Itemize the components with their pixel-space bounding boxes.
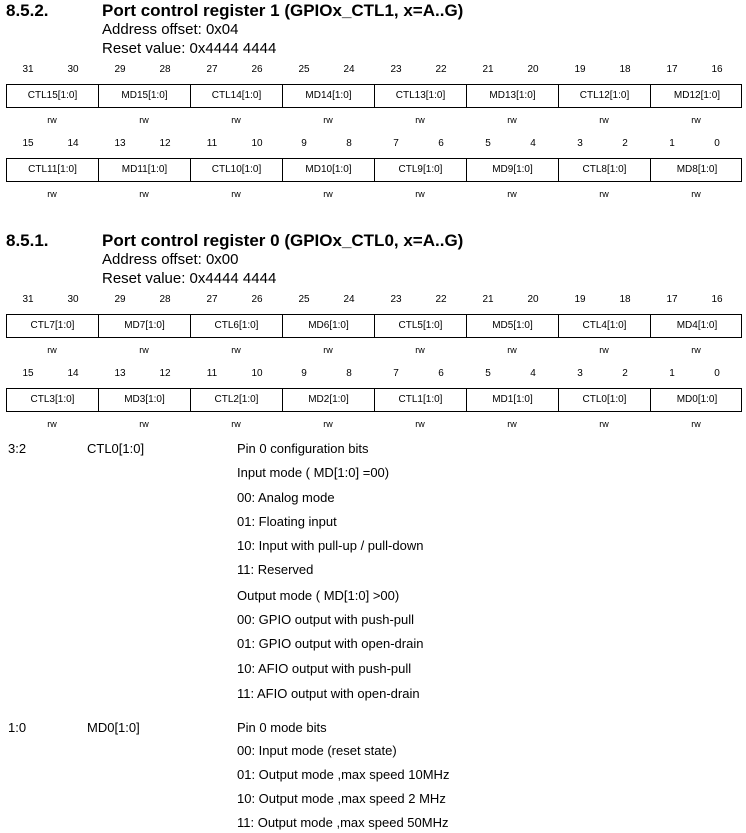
access-type: rw <box>691 345 701 355</box>
register-field: MD12[1:0] <box>673 90 721 101</box>
bit-number: 26 <box>251 294 263 305</box>
bit-number: 8 <box>346 368 352 379</box>
bit-number: 3 <box>577 368 583 379</box>
register-field-row <box>6 84 742 108</box>
access-type: rw <box>323 345 333 355</box>
field-description-line: Pin 0 mode bits <box>237 720 327 735</box>
access-type: rw <box>323 115 333 125</box>
register-field: CTL1[1:0] <box>375 389 467 411</box>
bit-number: 28 <box>159 294 171 305</box>
bit-number: 14 <box>67 368 79 379</box>
access-row <box>6 115 742 127</box>
bit-number: 31 <box>22 64 34 75</box>
field-description-line: 10: AFIO output with push-pull <box>237 661 412 676</box>
register-field: MD6[1:0] <box>283 315 375 337</box>
bit-number: 16 <box>711 294 723 305</box>
register-field: MD5[1:0] <box>467 315 559 337</box>
field-description-line: 11: Output mode ,max speed 50MHz <box>237 815 449 830</box>
access-type: rw <box>599 115 609 125</box>
access-row <box>6 345 742 357</box>
register-field-row <box>6 388 742 412</box>
access-type: rw <box>507 419 517 429</box>
bit-number: 14 <box>67 138 79 149</box>
bit-number: 1 <box>669 138 675 149</box>
access-type: rw <box>507 115 517 125</box>
access-type: rw <box>231 115 241 125</box>
bit-number: 23 <box>390 64 402 75</box>
bit-number: 29 <box>114 294 126 305</box>
access-type: rw <box>231 189 241 199</box>
bit-number: 13 <box>114 368 126 379</box>
bit-number: 11 <box>206 368 218 379</box>
access-type: rw <box>139 115 149 125</box>
register-field: MD1[1:0] <box>467 389 559 411</box>
access-type: rw <box>599 419 609 429</box>
access-type: rw <box>691 115 701 125</box>
bit-number: 25 <box>298 294 310 305</box>
section-title: Port control register 0 (GPIOx_CTL0, x=A..G) <box>102 231 464 250</box>
bit-number: 15 <box>22 138 34 149</box>
bit-number: 17 <box>666 294 678 305</box>
bit-number: 18 <box>619 64 631 75</box>
access-type: rw <box>139 419 149 429</box>
register-field: CTL13[1:0] <box>375 85 467 107</box>
bit-number: 9 <box>301 138 307 149</box>
access-type: rw <box>415 189 425 199</box>
bit-number: 27 <box>206 294 218 305</box>
bit-number: 1 <box>669 368 675 379</box>
register-field: MD8[1:0] <box>676 164 718 175</box>
register-field: CTL4[1:0] <box>559 315 651 337</box>
bit-number: 5 <box>485 368 491 379</box>
bit-number: 9 <box>301 368 307 379</box>
field-name: CTL0[1:0] <box>87 441 145 456</box>
access-type: rw <box>47 345 57 355</box>
field-description-line: Pin 0 configuration bits <box>237 441 369 456</box>
bit-number: 20 <box>527 64 539 75</box>
bit-number: 29 <box>114 64 126 75</box>
field-description-line: 11: Reserved <box>237 562 314 577</box>
bit-number: 6 <box>438 368 444 379</box>
bit-number: 2 <box>622 138 628 149</box>
access-type: rw <box>599 189 609 199</box>
bit-number: 19 <box>574 294 586 305</box>
bit-number: 28 <box>159 64 171 75</box>
bit-number: 24 <box>343 294 355 305</box>
bit-number: 19 <box>574 64 586 75</box>
bit-number: 15 <box>22 368 34 379</box>
bit-number: 12 <box>159 368 171 379</box>
bit-number: 10 <box>251 138 263 149</box>
register-field: MD15[1:0] <box>99 85 191 107</box>
field-description-line: 00: Analog mode <box>237 490 335 505</box>
reset-value: Reset value: 0x4444 4444 <box>102 270 277 287</box>
register-field: CTL2[1:0] <box>191 389 283 411</box>
field-description-line: 10: Output mode ,max speed 2 MHz <box>237 791 446 806</box>
access-type: rw <box>691 419 701 429</box>
access-type: rw <box>507 345 517 355</box>
bit-number: 23 <box>390 294 402 305</box>
bit-number: 13 <box>114 138 126 149</box>
register-field: MD13[1:0] <box>467 85 559 107</box>
bit-number: 12 <box>159 138 171 149</box>
register-field: CTL14[1:0] <box>191 85 283 107</box>
register-field-row <box>6 158 742 182</box>
register-field-row <box>6 314 742 338</box>
field-description-line: 01: GPIO output with open-drain <box>237 636 424 651</box>
bit-number: 7 <box>393 138 399 149</box>
register-field: CTL0[1:0] <box>559 389 651 411</box>
register-field: CTL8[1:0] <box>559 159 651 181</box>
bit-number: 6 <box>438 138 444 149</box>
register-field: CTL9[1:0] <box>375 159 467 181</box>
bit-number: 10 <box>251 368 263 379</box>
access-type: rw <box>47 115 57 125</box>
field-description-line: 11: AFIO output with open-drain <box>237 686 420 701</box>
field-bits: 3:2 <box>8 441 27 456</box>
field-description-line: Input mode ( MD[1:0] =00) <box>237 465 390 480</box>
field-description-line: 01: Output mode ,max speed 10MHz <box>237 767 450 782</box>
bit-number: 22 <box>435 294 447 305</box>
register-field: CTL11[1:0] <box>7 159 99 181</box>
bit-number-row <box>6 64 742 78</box>
bit-number: 16 <box>711 64 723 75</box>
section-title: Port control register 1 (GPIOx_CTL1, x=A..G) <box>102 1 464 20</box>
access-type: rw <box>323 189 333 199</box>
access-type: rw <box>139 345 149 355</box>
register-field: CTL10[1:0] <box>191 159 283 181</box>
reset-value: Reset value: 0x4444 4444 <box>102 40 277 57</box>
field-name: MD0[1:0] <box>87 720 140 735</box>
access-type: rw <box>691 189 701 199</box>
register-field: MD11[1:0] <box>99 159 191 181</box>
field-description-line: 01: Floating input <box>237 514 337 529</box>
bit-number: 2 <box>622 368 628 379</box>
bit-number: 25 <box>298 64 310 75</box>
register-field: MD3[1:0] <box>99 389 191 411</box>
access-row <box>6 189 742 201</box>
field-description-line: 00: GPIO output with push-pull <box>237 612 415 627</box>
bit-number: 17 <box>666 64 678 75</box>
bit-number: 3 <box>577 138 583 149</box>
bit-number-row <box>6 368 742 382</box>
bit-number: 21 <box>482 294 494 305</box>
access-type: rw <box>415 345 425 355</box>
register-field: MD0[1:0] <box>676 394 718 405</box>
access-type: rw <box>231 345 241 355</box>
bit-number: 8 <box>346 138 352 149</box>
bit-number: 26 <box>251 64 263 75</box>
section-number: 8.5.1. <box>6 231 49 250</box>
register-field: CTL12[1:0] <box>559 85 651 107</box>
field-description-line: Output mode ( MD[1:0] >00) <box>237 588 400 603</box>
register-field: MD10[1:0] <box>283 159 375 181</box>
bit-number: 18 <box>619 294 631 305</box>
bit-number: 0 <box>714 138 720 149</box>
bit-number: 7 <box>393 368 399 379</box>
address-offset: Address offset: 0x04 <box>102 21 239 38</box>
bit-number: 5 <box>485 138 491 149</box>
register-field: MD14[1:0] <box>283 85 375 107</box>
bit-number: 21 <box>482 64 494 75</box>
register-field: CTL3[1:0] <box>7 389 99 411</box>
section-number: 8.5.2. <box>6 1 49 20</box>
bit-number: 22 <box>435 64 447 75</box>
access-row <box>6 419 742 431</box>
register-field: CTL6[1:0] <box>191 315 283 337</box>
access-type: rw <box>599 345 609 355</box>
access-type: rw <box>139 189 149 199</box>
bit-number-row <box>6 294 742 308</box>
field-description-line: 00: Input mode (reset state) <box>237 743 397 758</box>
bit-number: 4 <box>530 138 536 149</box>
access-type: rw <box>323 419 333 429</box>
bit-number: 30 <box>67 64 79 75</box>
register-field: MD7[1:0] <box>99 315 191 337</box>
address-offset: Address offset: 0x00 <box>102 251 239 268</box>
bit-number: 30 <box>67 294 79 305</box>
bit-number: 27 <box>206 64 218 75</box>
field-bits: 1:0 <box>8 720 27 735</box>
bit-number: 11 <box>206 138 218 149</box>
access-type: rw <box>47 419 57 429</box>
register-field: MD9[1:0] <box>467 159 559 181</box>
field-description-line: 10: Input with pull-up / pull-down <box>237 538 424 553</box>
register-field: CTL7[1:0] <box>7 315 99 337</box>
access-type: rw <box>415 115 425 125</box>
bit-number: 20 <box>527 294 539 305</box>
bit-number: 0 <box>714 368 720 379</box>
register-field: MD4[1:0] <box>676 320 718 331</box>
bit-number: 24 <box>343 64 355 75</box>
access-type: rw <box>231 419 241 429</box>
register-field: MD2[1:0] <box>283 389 375 411</box>
bit-number: 4 <box>530 368 536 379</box>
register-field: CTL5[1:0] <box>375 315 467 337</box>
bit-number-row <box>6 138 742 152</box>
bit-number: 31 <box>22 294 34 305</box>
access-type: rw <box>47 189 57 199</box>
access-type: rw <box>415 419 425 429</box>
register-field: CTL15[1:0] <box>7 85 99 107</box>
access-type: rw <box>507 189 517 199</box>
